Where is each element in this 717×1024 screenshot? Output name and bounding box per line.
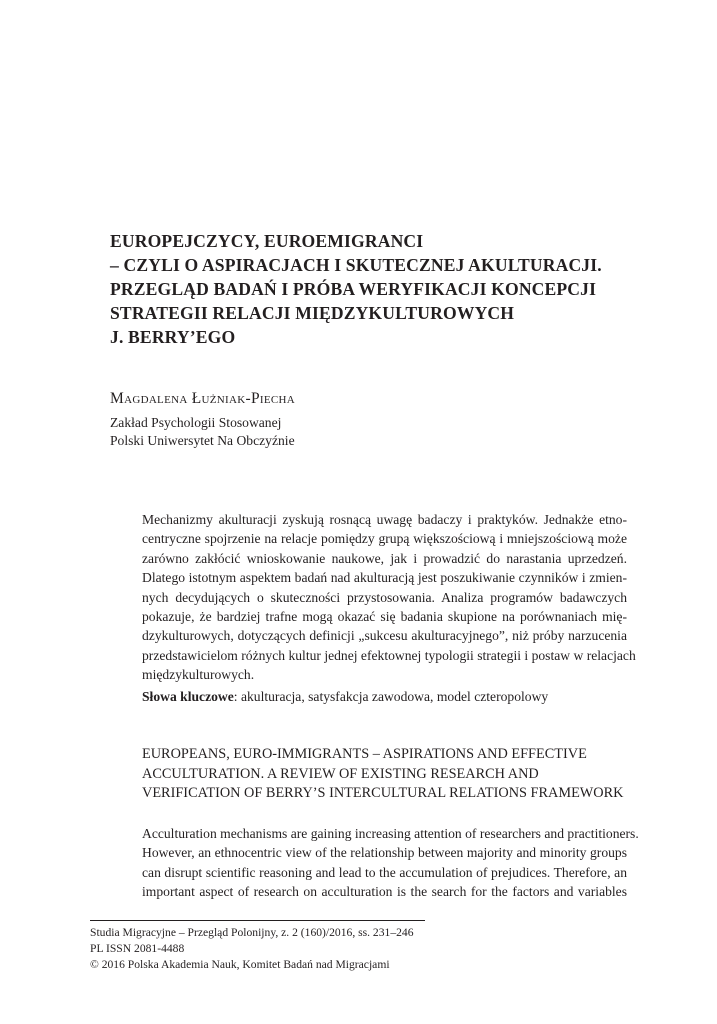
title-line: J. BERRY’EGO xyxy=(110,327,236,347)
keywords xyxy=(142,687,548,706)
title-line: – CZYLI O ASPIRACJACH I SKUTECZNEJ AKULTURACJI. xyxy=(110,255,602,275)
abstract-line: przedstawicielom różnych kultur jednej efektownej typologii strategii i postaw w relacjach xyxy=(142,647,636,663)
footer-citation: Studia Migracyjne – Przegląd Polonijny, z. 2 (160)/2016, ss. 231–246 xyxy=(90,926,414,939)
footer-copyright: © 2016 Polska Akademia Nauk, Komitet Badań nad Migracjami xyxy=(90,958,390,971)
affiliation-line: Zakład Psychologii Stosowanej xyxy=(110,415,282,430)
abstract-line: However, an ethnocentric view of the relationship between majority and minority groups xyxy=(142,845,627,861)
english-title-line: EUROPEANS, EURO-IMMIGRANTS – ASPIRATIONS AND EFFECTIVE xyxy=(142,746,587,762)
english-title-line: ACCULTURATION. A REVIEW OF EXISTING RESEARCH AND xyxy=(142,765,539,782)
journal-footer xyxy=(90,925,414,973)
abstract-line: can disrupt scientific reasoning and lead to the accumulation of prejudices. Therefore, an xyxy=(142,864,627,880)
author-affiliation xyxy=(110,414,295,450)
keywords-label: Słowa kluczowe xyxy=(142,689,234,704)
english-title xyxy=(142,745,627,804)
footer-issn: PL ISSN 2081-4488 xyxy=(90,942,185,955)
author-name: Magdalena Łużniak-Piecha xyxy=(110,390,295,407)
abstract-line: dzykulturowych, dotyczących definicji „sukcesu akulturacyjnego”, niż próby narzucenia xyxy=(142,628,627,644)
abstract-line: międzykulturowych. xyxy=(142,667,255,683)
footnote-divider xyxy=(90,920,425,921)
abstract-line: Mechanizmy akulturacji zyskują rosnącą uwagę badaczy i praktyków. Jednakże etno- xyxy=(142,512,627,527)
english-title-line: VERIFICATION OF BERRY’S INTERCULTURAL RELATIONS FRAMEWORK xyxy=(142,785,624,801)
abstract-english xyxy=(142,824,639,902)
keywords-text: : akulturacja, satysfakcja zawodowa, model czteropolowy xyxy=(233,689,549,704)
abstract-line: pokazuje, że bardziej trafne mogą okazać się badania skupione na porównaniach mię- xyxy=(142,609,627,625)
title-line: EUROPEJCZYCY, EUROEMIGRANCI xyxy=(110,231,424,251)
abstract-line: Dlatego istotnym aspektem badań nad akulturacją jest poszukiwanie czynników i zmien- xyxy=(142,570,627,586)
abstract-line: zarówno zakłócić wnioskowanie naukowe, jak i prowadzić do narastania uprzedzeń. xyxy=(142,550,627,566)
title-line: PRZEGLĄD BADAŃ I PRÓBA WERYFIKACJI KONCEPCJI xyxy=(110,279,597,299)
abstract-line: nych decydujących o skuteczności przystosowania. Analiza programów badawczych xyxy=(142,589,627,605)
abstract-line: Acculturation mechanisms are gaining increasing attention of researchers and practitioners. xyxy=(142,826,639,841)
affiliation-line: Polski Uniwersytet Na Obczyźnie xyxy=(110,433,295,448)
article-title xyxy=(110,229,650,349)
abstract-line: centryczne spojrzenie na relacje pomiędzy grupą większościową i mniejszościową może xyxy=(142,531,627,547)
title-line: STRATEGII RELACJI MIĘDZYKULTUROWYCH xyxy=(110,303,515,323)
abstract-polish xyxy=(142,510,636,685)
abstract-line: important aspect of research on acculturation is the search for the factors and variables xyxy=(142,884,627,900)
